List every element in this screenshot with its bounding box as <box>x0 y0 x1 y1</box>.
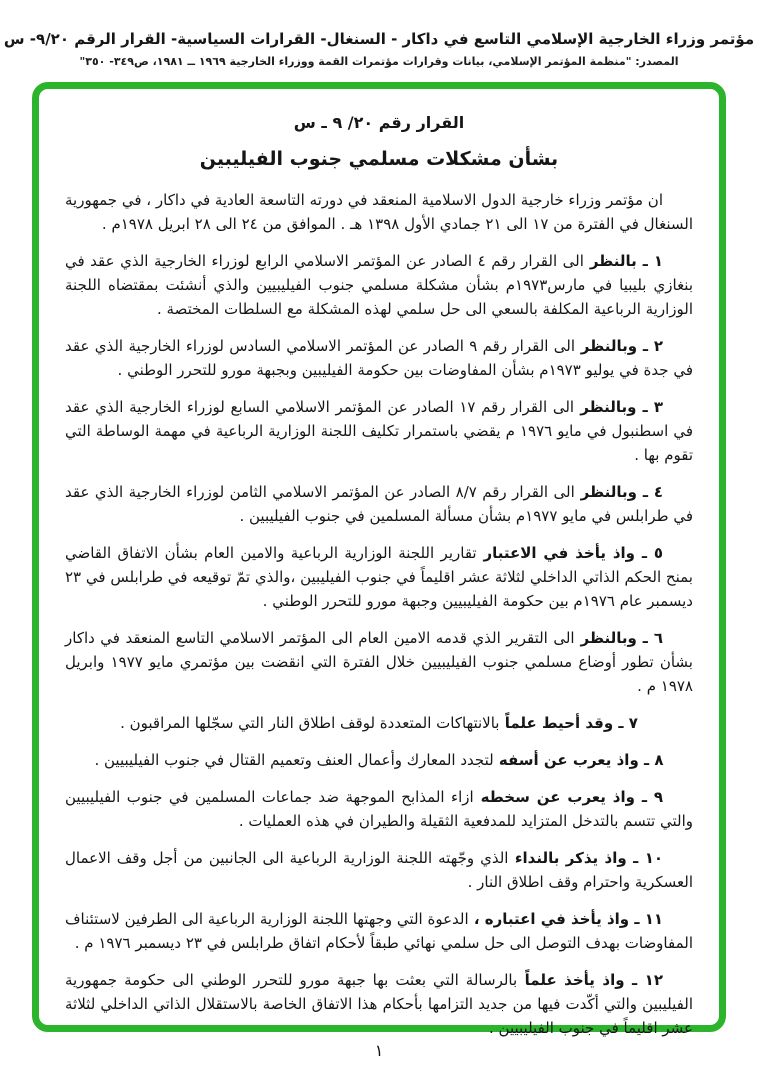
item-number: ٨ ـ <box>638 751 664 769</box>
resolution-item <box>65 334 693 382</box>
item-text: تقارير اللجنة الوزارية الرباعية والامين العام بشأن الاتفاق القاضي بمنح الحكم الذاتي الداخلي لثلاثة عشر اقليماً في جنوب الفيليبين ،والذي تمّ توقيعه في طرابلس في ٢٣ ديسمبر عام ١٩٧٦م بين حكومة الفيليبيين وجبهة مورو للتحرر الوطني . <box>65 544 693 610</box>
resolution-subject-title: بشأن مشكلات مسلمي جنوب الفيليبين <box>199 148 559 170</box>
item-lead-phrase: وبالنظر <box>574 483 637 501</box>
item-number: ١ ـ <box>636 252 664 270</box>
item-lead-phrase: وبالنظر <box>574 398 637 416</box>
page-number: ١ <box>374 1041 384 1060</box>
item-lead-phrase: واذ يعرب عن سخطه <box>473 788 635 806</box>
item-number: ٣ ـ <box>636 398 663 416</box>
item-text: الذي وجّهته اللجنة الوزارية الرباعية الى الجانبين من أجل وقف الاعمال العسكرية واحترام وقف اطلاق النار . <box>65 849 693 891</box>
resolution-item <box>65 748 693 772</box>
item-number: ٥ ـ <box>635 544 663 562</box>
item-number: ١٢ ـ <box>624 971 663 989</box>
item-text: لتجدد المعارك وأعمال العنف وتعميم القتال في جنوب الفيليبيين . <box>94 751 494 769</box>
item-lead-phrase: وقد أحيط علماً <box>499 714 614 732</box>
item-text: ازاء المذابح الموجهة ضد جماعات المسلمين في جنوب الفيليبيين والتي تتسم بالتدخل المتزايد للمدفعية الثقيلة والطيران في هذه العمليات . <box>65 788 693 830</box>
item-text: الى القرار رقم ٩ الصادر عن المؤتمر الاسلامي السادس لوزراء الخارجية الذي عقد في جدة في يوليو ١٩٧٣م بشأن المفاوضات بين حكومة الفيليبين وبجبهة مورو للتحرر الوطني . <box>65 337 693 379</box>
item-text: الى القرار رقم ١٧ الصادر عن المؤتمر الاسلامي السابع لوزراء الخارجية الذي عقد في اسطنبول في مايو ١٩٧٦ م يقضي باستمرار تكليف اللجنة الوزارية الرباعية في مهمة الوساطة التي تقوم بها . <box>65 398 693 464</box>
resolution-item <box>65 846 693 894</box>
item-text: بالرسالة التي بعثت بها جبهة مورو للتحرر الوطني الى حكومة جمهورية الفيليبين والتي أكّدت فيها من جديد التزامها بأحكام هذا الاتفاق الخاصة بالاستقلال الذاتي الداخلي لثلاثة عشر اقليماً في جنوب الفيليبيين . <box>65 971 693 1037</box>
resolution-items <box>65 249 693 1040</box>
item-lead-phrase: واذ يأخذ في اعتباره ، <box>468 910 630 928</box>
resolution-item <box>65 711 693 735</box>
resolution-item <box>65 249 693 321</box>
item-lead-phrase: واذ يعرب عن أسفه <box>493 751 639 769</box>
item-text: بالانتهاكات المتعددة لوقف اطلاق النار التي سجّلها المراقبون . <box>120 714 500 732</box>
item-lead-phrase: وبالنظر <box>574 629 637 647</box>
content-frame <box>32 82 726 1037</box>
resolution-item <box>65 395 693 467</box>
item-number: ٦ ـ <box>636 629 663 647</box>
item-lead-phrase: بالنظر <box>583 252 637 270</box>
resolution-item <box>65 785 693 833</box>
item-lead-phrase: واذ يأخذ في الاعتبار <box>476 544 635 562</box>
item-number: ١٠ ـ <box>626 849 663 867</box>
item-number: ١١ ـ <box>629 910 664 928</box>
item-text: الى القرار رقم ٤ الصادر عن المؤتمر الاسلامي الرابع لوزراء الخارجية الذي عقد في بنغازي بليبيا في مارس١٩٧٣م بشأن مشكلة مسلمي جنوب الفيليبيين والذي أنشئت بمقتضاه اللجنة الوزارية الرباعية المكلفة بالسعي الى حل سلمي لهذه المشكلة مع السلطات المختصة . <box>65 252 694 318</box>
resolution-item <box>65 480 693 528</box>
document-header <box>0 0 758 68</box>
item-lead-phrase: وبالنظر <box>575 337 638 355</box>
item-text: الى التقرير الذي قدمه الامين العام الى المؤتمر الاسلامي التاسع المنعقد في داكار بشأن تطور أوضاع مسلمي جنوب الفيليبيين خلال الفترة التي انقضت بين مؤتمري مايو ١٩٧٧ وابريل ١٩٧٨ م . <box>65 629 693 695</box>
item-number: ٤ ـ <box>636 483 663 501</box>
resolution-item <box>65 626 693 698</box>
item-text: الدعوة التي وجهتها اللجنة الوزارية الرباعية الى الطرفين لاستئناف المفاوضات بهدف التوصل الى حل سلمي نهائي طبقاً لأحكام اتفاق طرابلس في ٢٣ ديسمبر ١٩٧٦ م . <box>65 910 693 952</box>
item-lead-phrase: واذ يأخذ علماً <box>517 971 625 989</box>
item-lead-phrase: واذ يذكر بالنداء <box>508 849 627 867</box>
item-text: الى القرار رقم ٧/‏٨ الصادر عن المؤتمر الاسلامي الثامن لوزراء الخارجية الذي عقد في طرابلس في مايو ١٩٧٧م بشأن مسألة المسلمين في جنوب الفيليبين . <box>65 483 693 525</box>
item-number: ٩ ـ <box>634 788 664 806</box>
item-number: ٧ ـ <box>613 714 638 732</box>
preamble-paragraph: ان مؤتمر وزراء خارجية الدول الاسلامية المنعقد في دورته التاسعة العادية في داكار ، في جمهورية السنغال في الفترة من ١٧ الى ٢١ جمادي الأول ١٣٩٨ هـ . الموافق من ٢٤ الى ٢٨ ابريل ١٩٧٨م . <box>65 191 693 233</box>
resolution-item <box>65 968 693 1040</box>
resolution-item <box>65 907 693 955</box>
resolution-item <box>65 541 693 613</box>
resolution-number-title: القرار رقم ٢٠/ ٩ ـ س <box>293 113 465 132</box>
document-source-line: المصدر: "منظمة المؤتمر الإسلامي، بيانات وقرارات مؤتمرات القمة ووزراء الخارجية ١٩٦٩ ــ ١٩٨١، ص٣٤٩- ٣٥٠" <box>79 55 679 68</box>
item-number: ٢ ـ <box>637 337 663 355</box>
document-header-title: مؤتمر وزراء الخارجية الإسلامي التاسع في داكار - السنغال- القرارات السياسية- القرار الرقم ٢٠/‏٩- س <box>3 30 755 48</box>
